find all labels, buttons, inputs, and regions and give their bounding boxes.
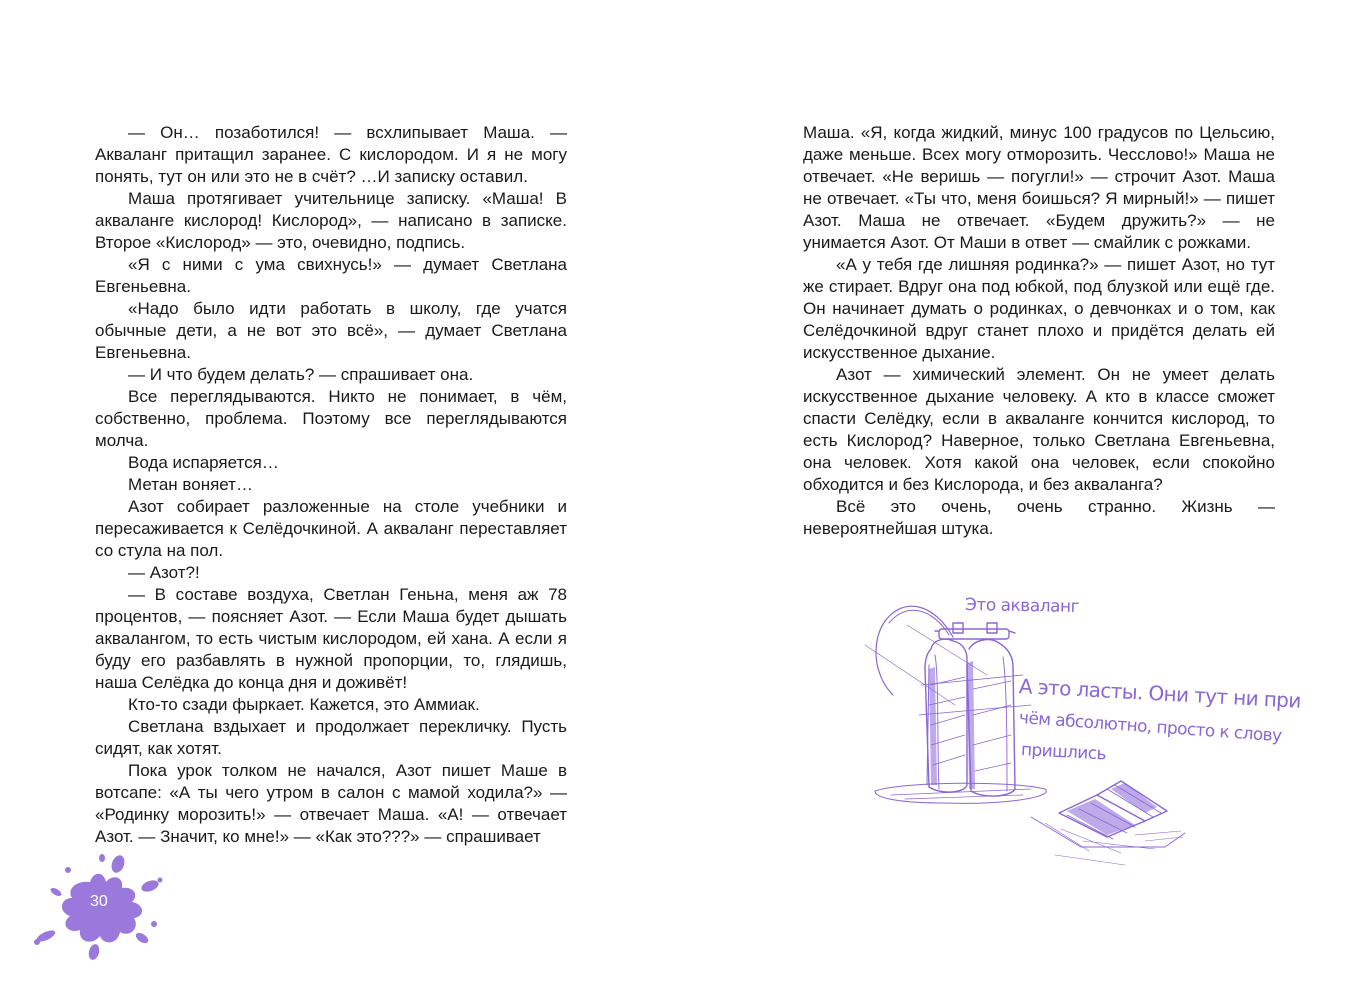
paragraph: «Я с ними с ума свихнусь!» — думает Светлана Евгеньевна.: [95, 255, 567, 296]
paragraph: Метан воняет…: [128, 475, 253, 494]
paragraph: Все переглядываются. Никто не понимает, в чём, собственно, проблема. Поэтому все переглядываются молча.: [95, 387, 567, 450]
paragraph: Маша. «Я, когда жидкий, минус 100 градусов по Цельсию, даже меньше. Всех могу отморозить. Чесслово!» Маша не отвечает. «Не веришь — погугли!» — строчит Азот. Маша не отвечает. «Ты что, меня боишься? Я мирный!» — пишет Азот. Маша не отвечает. «Будем дружить?» — не унимается Азот. От Маши в ответ — смайлик с рожками.: [803, 123, 1275, 252]
fins-caption-line3: пришлись: [1020, 740, 1107, 765]
right-text-column: [803, 122, 1275, 540]
fins-caption-line1: А это ласты. Они тут ни при: [1018, 674, 1302, 713]
paragraph: Азот собирает разложенные на столе учебники и пересаживается к Селёдочкиной. А акваланг переставляет со стула на пол.: [95, 497, 567, 560]
fins-caption-line2: чём абсолютно, просто к слову: [1018, 708, 1283, 747]
paragraph: Всё это очень, очень странно. Жизнь — невероятнейшая штука.: [803, 497, 1275, 538]
paragraph: «Надо было идти работать в школу, где учатся обычные дети, а не вот это всё», — думает Светлана Евгеньевна.: [95, 299, 567, 362]
paragraph: Пока урок толком не начался, Азот пишет Маше в вотсапе: «А ты чего утром в салон с мамой ходила?» — «Родинку морозить!» — отвечает Маша. «А! — отвечает Азот. — Значит, ко мне!» — «Как это???» — спрашивает: [95, 761, 567, 846]
right-page: [685, 0, 1370, 992]
paragraph: — Он… позаботился! — всхлипывает Маша. — Акваланг притащил заранее. С кислородом. И я не могу понять, тут он или это не в счёт? …И записку оставил.: [95, 123, 567, 186]
paragraph: Азот — химический элемент. Он не умеет делать искусственное дыхание человеку. А кто в классе сможет спасти Селёдку, если в акваланге кончится кислород, то есть Кислород? Наверное, только Светлана Евгеньевна, она человек. Хотя какой она человек, если спокойно обходится и без Кислорода, и без акваланга?: [803, 365, 1275, 494]
paragraph: Кто-то сзади фыркает. Кажется, это Аммиак.: [128, 695, 480, 714]
aqualung-caption: Это акваланг: [964, 595, 1080, 617]
paragraph: Маша протягивает учительнице записку. «Маша! В акваланге кислород! Кислород», — написано в записке. Второе «Кислород» — это, очевидно, подпись.: [95, 189, 567, 252]
left-text-column: [95, 122, 567, 848]
page-number: 30: [90, 893, 108, 910]
paragraph: — И что будем делать? — спрашивает она.: [128, 365, 474, 384]
paragraph: «А у тебя где лишняя родинка?» — пишет Азот, но тут же стирает. Вдруг она под юбкой, под блузкой или ещё где. Он начинает думать о родинках, о девчонках и о том, как Селёдочкиной вдруг станет плохо и придётся делать ей искусственное дыхание.: [803, 255, 1275, 362]
paragraph: Светлана вздыхает и продолжает перекличку. Пусть сидят, как хотят.: [95, 717, 567, 758]
paragraph: Вода испаряется…: [128, 453, 279, 472]
paragraph: — В составе воздуха, Светлан Геньна, меня аж 78 процентов, — поясняет Азот. — Если Маша будет дышать аквалангом, то есть чистым кислородом, ей хана. А если я буду его разбавлять в нужной пропорции, то, глядишь, наша Селёдка до конца дня и доживёт!: [95, 585, 567, 692]
paragraph: — Азот?!: [128, 563, 200, 582]
